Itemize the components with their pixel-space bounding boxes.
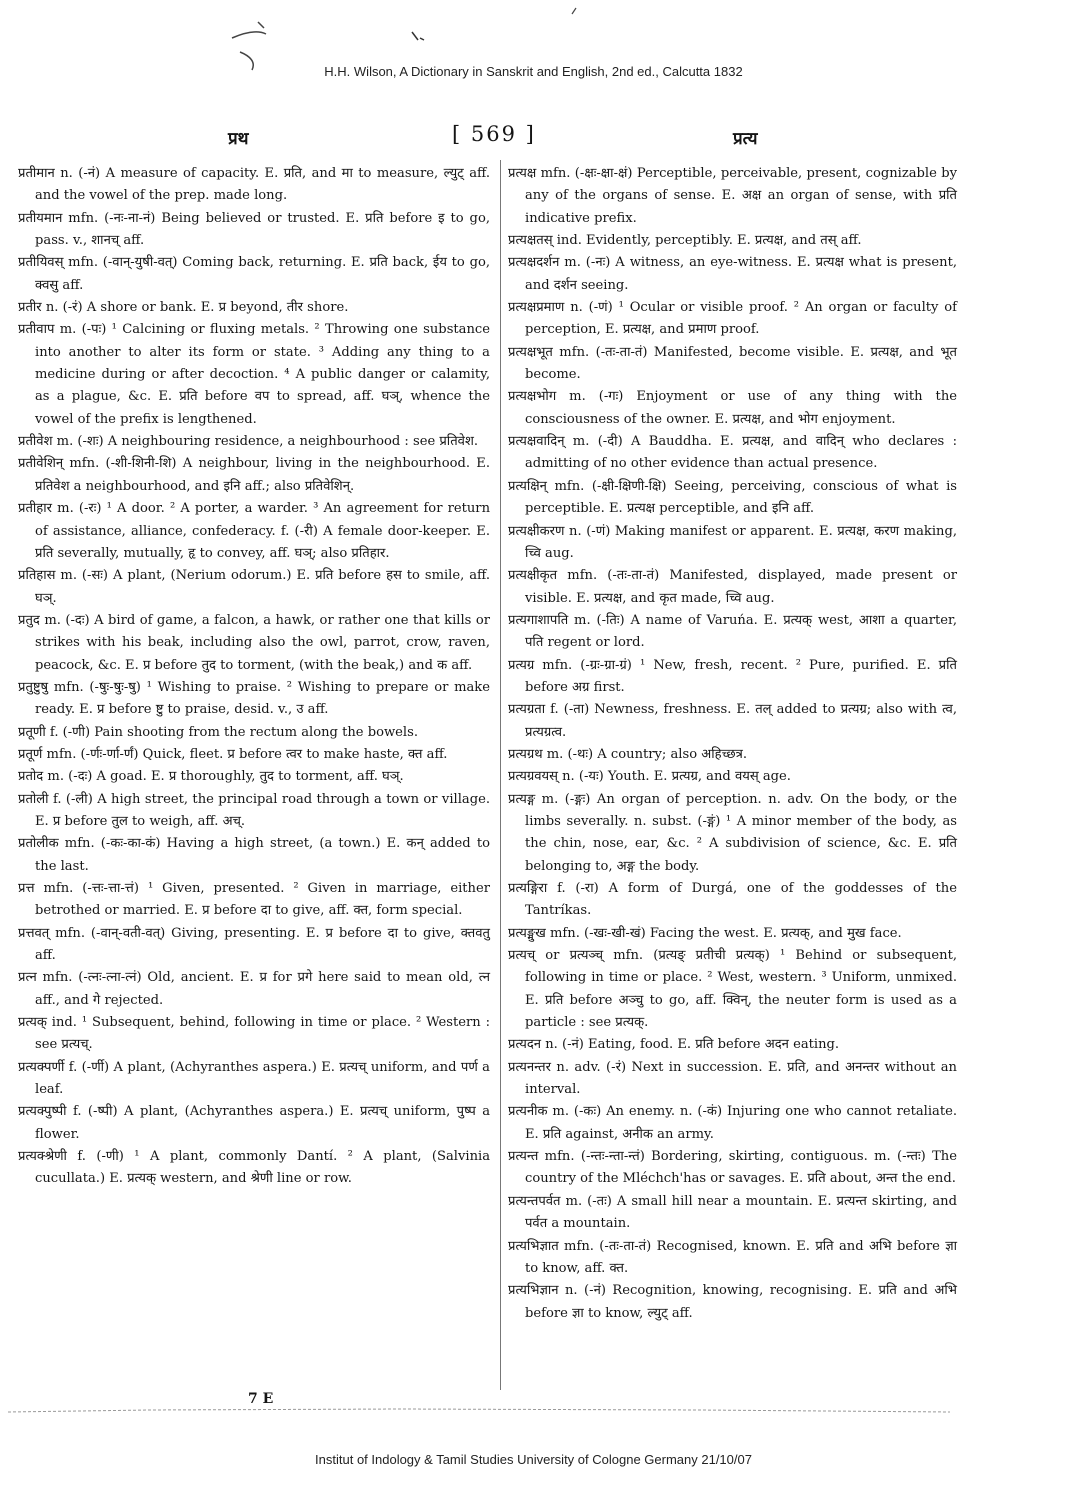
dictionary-entry: प्रत्त mfn. (-त्तः-त्ता-त्तं) ¹ Given, presented. ² Given in marriage, either betrothed or married. E. प्र before दा to give, aff. क्त, form special. [18,881,490,919]
dictionary-entry: प्रतुष्टुषु mfn. (-षुः-षुः-षु) ¹ Wishing to praise. ² Wishing to prepare or make ready. E. प्र before ष्टु to praise, desid. v., उ aff. [18,679,490,718]
dictionary-entry: प्रतुद m. (-दः) A bird of game, a falcon, a hawk, or rather one that kills or strikes with his beak, including also the owl, parrot, crow, raven, peacock, &c. E. प्र before तुद to torment, (with the beak,) and क aff. [18,612,490,673]
dictionary-entry: प्रत्यक्षप्रमाण n. (-णं) ¹ Ocular or visible proof. ² An organ or faculty of perception, E. प्रत्यक्ष, and प्रमाण proof. [508,300,957,338]
dictionary-entry: प्रत्यक्पर्णी f. (-र्णी) A plant, (Achyranthes aspera.) E. प्रत्यच् uniform, and पर्ण a leaf. [18,1059,490,1098]
dictionary-entry: प्रतोलीक mfn. (-कः-का-कं) Having a high street, (a town.) E. कन् added to the last. [18,836,490,874]
dictionary-entry: प्रत्यदन n. (-नं) Eating, food. E. प्रति before अदन eating. [508,1037,840,1053]
page-number: [ 569 ] [452,122,536,146]
dictionary-entry: प्रत्यभिज्ञात mfn. (-तः-ता-तं) Recognised, known. E. प्रति and अभि before ज्ञा to know, aff. क्त. [508,1238,957,1276]
page-head [0,122,1067,152]
dictionary-entry: प्रत्यङ्ग m. (-ङ्गः) An organ of perception. n. adv. On the body, or the limbs severally. n. subst. (-ङ्गं) ¹ A minor member of the body, as the chin, nose, ear, &c. ² A subdivision of science, &c. E. प्रति belonging to, अङ्ग the body. [508,791,957,874]
scan-smudge-mark [232,22,266,70]
dictionary-entry: प्रतूर्ण mfn. (-र्णः-र्णा-र्णं) Quick, fleet. प्र before त्वर to make haste, क्त aff. [18,746,448,762]
dictionary-entry: प्रत्यक्षतस् ind. Evidently, perceptibly. E. प्रत्यक्ष, and तस् aff. [508,233,862,249]
dictionary-entry: प्रतीहार m. (-रः) ¹ A door. ² A porter, a warder. ³ An agreement for return of assistance, alliance, confederacy. f. (-री) A female door-keeper. E. प्रति severally, mutually, हृ to convey, aff. घञ्; also प्रतिहार. [18,501,490,561]
dictionary-entry: प्रत्यक्पुष्पी f. (-ष्पी) A plant, (Achyranthes aspera.) E. प्रत्यच् uniform, पुष्प a flower. [18,1104,490,1142]
dictionary-entry: प्रतोली f. (-ली) A high street, the principal road through a town or village. E. प्र before तुल to weigh, aff. अच्. [18,791,490,829]
scan-tick-mark [412,32,424,40]
dictionary-entry: प्रतोद m. (-दः) A goad. E. प्र thoroughly, तुद to torment, aff. घञ्. [18,769,404,785]
footer-note: Institut of Indology & Tamil Studies University of Cologne Germany 21/10/07 [315,1452,752,1467]
dictionary-entry: प्रत्यङ्मुख mfn. (-खः-खी-खं) Facing the west. E. प्रत्यक्, and मुख face. [508,925,902,941]
dictionary-entry: प्रत्यन्त mfn. (-न्तः-न्ता-न्तं) Bordering, skirting, contiguous. m. (-न्तः) The country of the Mléchch'has or savages. E. प्रति about, अन्त the end. [508,1149,957,1187]
dictionary-entry: प्रतीवेश m. (-शः) A neighbouring residence, a neighbourhood : see प्रतिवेश. [18,434,479,450]
right-column [508,163,957,1325]
dictionary-entry: प्रत्यभिज्ञान n. (-नं) Recognition, knowing, recognising. E. प्रति and अभि before ज्ञा to know, ल्युट् aff. [508,1283,957,1321]
scan-tick-mark-2 [572,8,576,14]
dictionary-entry: प्रत्यनीक m. (-कः) An enemy. n. (-कं) Injuring one who cannot retaliate. E. प्रति against, अनीक an army. [508,1104,957,1142]
dictionary-entry: प्रत्यक्षभूत mfn. (-तः-ता-तं) Manifested, become visible. E. प्रत्यक्ष, and भूत become. [508,344,957,383]
running-head-left: प्रथ [228,129,249,149]
dictionary-entry: प्रतीवाप m. (-पः) ¹ Calcining or fluxing metals. ² Throwing one substance into another to alter its form or state. ³ Adding any thing to a medicine during or after decoction. ⁴ A public danger or calamity, as a plague, &c. E. प्रति before वप to spread, aff. घञ्, whence the vowel of the prefix is lengthened. [18,322,490,427]
dictionary-entry: प्रतिहास m. (-सः) A plant, (Nerium odorum.) E. प्रति before हस to smile, aff. घञ्. [18,568,490,606]
dictionary-entry: प्रत्यग्रता f. (-ता) Newness, freshness. E. तल् added to प्रत्यग्र; also with त्व, प्रत्यग्रत्व. [508,702,957,740]
dictionary-entry: प्रतीमान n. (-नं) A measure of capacity. E. प्रति, and मा to measure, ल्युट् aff. and the vowel of the prep. made long. [18,166,490,204]
column-divider [500,160,501,1390]
dictionary-entry: प्रतीर n. (-रं) A shore or bank. E. प्र beyond, तीर shore. [18,300,349,316]
dictionary-entry: प्रत्यक्श्रेणी f. (-णी) ¹ A plant, commonly Dantí. ² A plant, (Salvinia cucullata.) E. प्रत्यक् western, and श्रेणी line or row. [18,1149,490,1187]
dictionary-entry: प्रत्यङ्गिरा f. (-रा) A form of Durgá, one of the goddesses of the Tantríkas. [508,881,957,919]
dictionary-entry: प्रत्यग्रवयस् n. (-यः) Youth. E. प्रत्यग्र, and वयस् age. [508,769,791,785]
dictionary-entry: प्रतूणी f. (-णी) Pain shooting from the rectum along the bowels. [18,724,418,740]
dictionary-entry: प्रत्यग्रथ m. (-थः) A country; also अहिच्छत्र. [508,746,747,762]
dictionary-entry: प्रत्यच् or प्रत्यञ्च् mfn. (प्रत्यङ् प्रतीची प्रत्यक्) ¹ Behind or subsequent, following in time or place. ² West, western. ³ Uniform, unmixed. E. प्रति before अञ्चु to go, aff. क्विन्, the neuter form is used as a particle : see प्रत्यक्. [508,948,957,1031]
header-note: H.H. Wilson, A Dictionary in Sanskrit and English, 2nd ed., Calcutta 1832 [324,64,743,79]
dictionary-entry: प्रत्यक्षिन् mfn. (-क्षी-क्षिणी-क्षि) Seeing, perceiving, conscious of what is perceptible. E. प्रत्यक्ष perceptible, and इनि aff. [508,478,957,517]
running-head-right: प्रत्य [733,129,758,149]
dictionary-entry: प्रत्तवत् mfn. (-वान्-वती-वत्) Giving, presenting. E. प्र before दा to give, क्तवतु aff. [18,925,490,964]
dictionary-entry: प्रत्यक्ष mfn. (-क्षः-क्षा-क्षं) Perceptible, perceivable, present, cognizable by any of the organs of sense. E. अक्ष an organ of sense, with प्रति indicative prefix. [508,166,957,226]
dictionary-entry: प्रत्यक्षवादिन् m. (-दी) A Bauddha. E. प्रत्यक्ष, and वादिन् who declares : admitting of no other evidence than actual presence. [508,434,957,472]
dictionary-entry: प्रत्यक्षीकृत mfn. (-तः-ता-तं) Manifested, displayed, made present or visible. E. प्रत्यक्ष, and कृत made, च्वि aug. [508,568,957,606]
dictionary-entry: प्रत्यन्तपर्वत m. (-तः) A small hill near a mountain. E. प्रत्यन्त skirting, and पर्वत a mountain. [508,1193,957,1232]
dictionary-entry: प्रत्यक्षदर्शन m. (-नः) A witness, an eye-witness. E. प्रत्यक्ष what is present, and दर्शन seeing. [508,255,957,293]
dictionary-entry: प्रत्यग्र mfn. (-ग्रः-ग्रा-ग्रं) ¹ New, fresh, recent. ² Pure, purified. E. प्रति before अग्र first. [508,657,957,695]
scan-edge-streak [8,1409,950,1412]
dictionary-entry: प्रत्यगाशापति m. (-तिः) A name of Varuńa. E. प्रत्यक् west, आशा a quarter, पति regent or lord. [508,612,957,651]
dictionary-entry: प्रतीयिवस् mfn. (-वान्-युषी-वत्) Coming back, returning. E. प्रति back, ईय to go, क्वसु aff. [18,255,490,293]
dictionary-entry: प्रत्यक्षभोग m. (-गः) Enjoyment or use of any thing with the consciousness of the owner. E. प्रत्यक्ष, and भोग enjoyment. [508,389,957,427]
signature-mark: 7 E [248,1391,274,1407]
dictionary-entry: प्रत्यक् ind. ¹ Subsequent, behind, following in time or place. ² Western : see प्रत्यच्. [18,1015,490,1053]
dictionary-entry: प्रत्न mfn. (-त्नः-त्ना-त्नं) Old, ancient. E. प्र for प्रगे here said to mean old, त्न aff., and गे rejected. [18,970,490,1008]
dictionary-entry: प्रतीयमान mfn. (-नः-ना-नं) Being believed or trusted. E. प्रति before इ to go, pass. v., शानच् aff. [18,210,490,249]
left-column [18,163,490,1191]
dictionary-entry: प्रतीवेशिन् mfn. (-शी-शिनी-शि) A neighbour, living in the neighbourhood. E. प्रतिवेश a neighbourhood, and इनि aff.; also प्रतिवेशिन्. [18,456,490,494]
dictionary-entry: प्रत्यनन्तर n. adv. (-रं) Next in succession. E. प्रति, and अनन्तर without an interval. [508,1059,957,1098]
dictionary-entry: प्रत्यक्षीकरण n. (-णं) Making manifest or apparent. E. प्रत्यक्ष, करण making, च्वि aug. [508,523,957,561]
